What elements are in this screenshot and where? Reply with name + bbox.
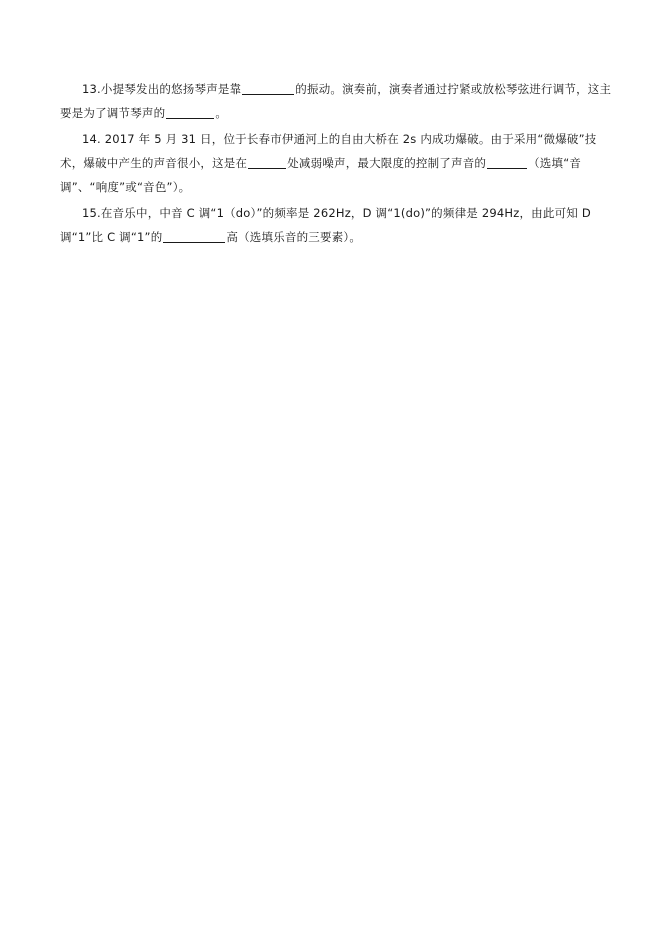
- question-14-text-b: 处减弱噪声，最大限度的控制了声音的: [287, 156, 487, 170]
- question-15-text-a: 15.在音乐中，中音 C 调“1（do）”的频率是 262Hz，D 调“1(do)”的频律是 294Hz，由此可知 D 调“1”比 C 调“1”的: [60, 206, 591, 244]
- question-13-text-c: 。: [215, 106, 228, 120]
- answer-blank-15-1: [163, 228, 225, 243]
- question-14-text-c: （选填“音调”、“响度”或“音色”）。: [60, 156, 582, 194]
- question-14-text-a: 14. 2017 年 5 月 31 日，位于长春市伊通河上的自由大桥在 2s 内成功爆破。由于采用“微爆破”技术，爆破中产生的声音很小，这是在: [60, 132, 597, 170]
- question-13: [60, 77, 616, 125]
- question-13-text-a: 13.小提琴发出的悠扬琴声是靠: [82, 82, 242, 96]
- question-15: [60, 201, 616, 249]
- answer-blank-13-2: [166, 104, 214, 119]
- answer-blank-14-1: [248, 154, 286, 169]
- question-14: [60, 127, 616, 199]
- question-13-text-b: 的振动。演奏前，演奏者通过拧紧或放松琴弦进行调节，这主要是为了调节琴声的: [60, 82, 612, 120]
- answer-blank-14-2: [487, 154, 527, 169]
- question-15-text-b: 高（选填乐音的三要素）。: [226, 230, 362, 244]
- answer-blank-13-1: [242, 80, 294, 95]
